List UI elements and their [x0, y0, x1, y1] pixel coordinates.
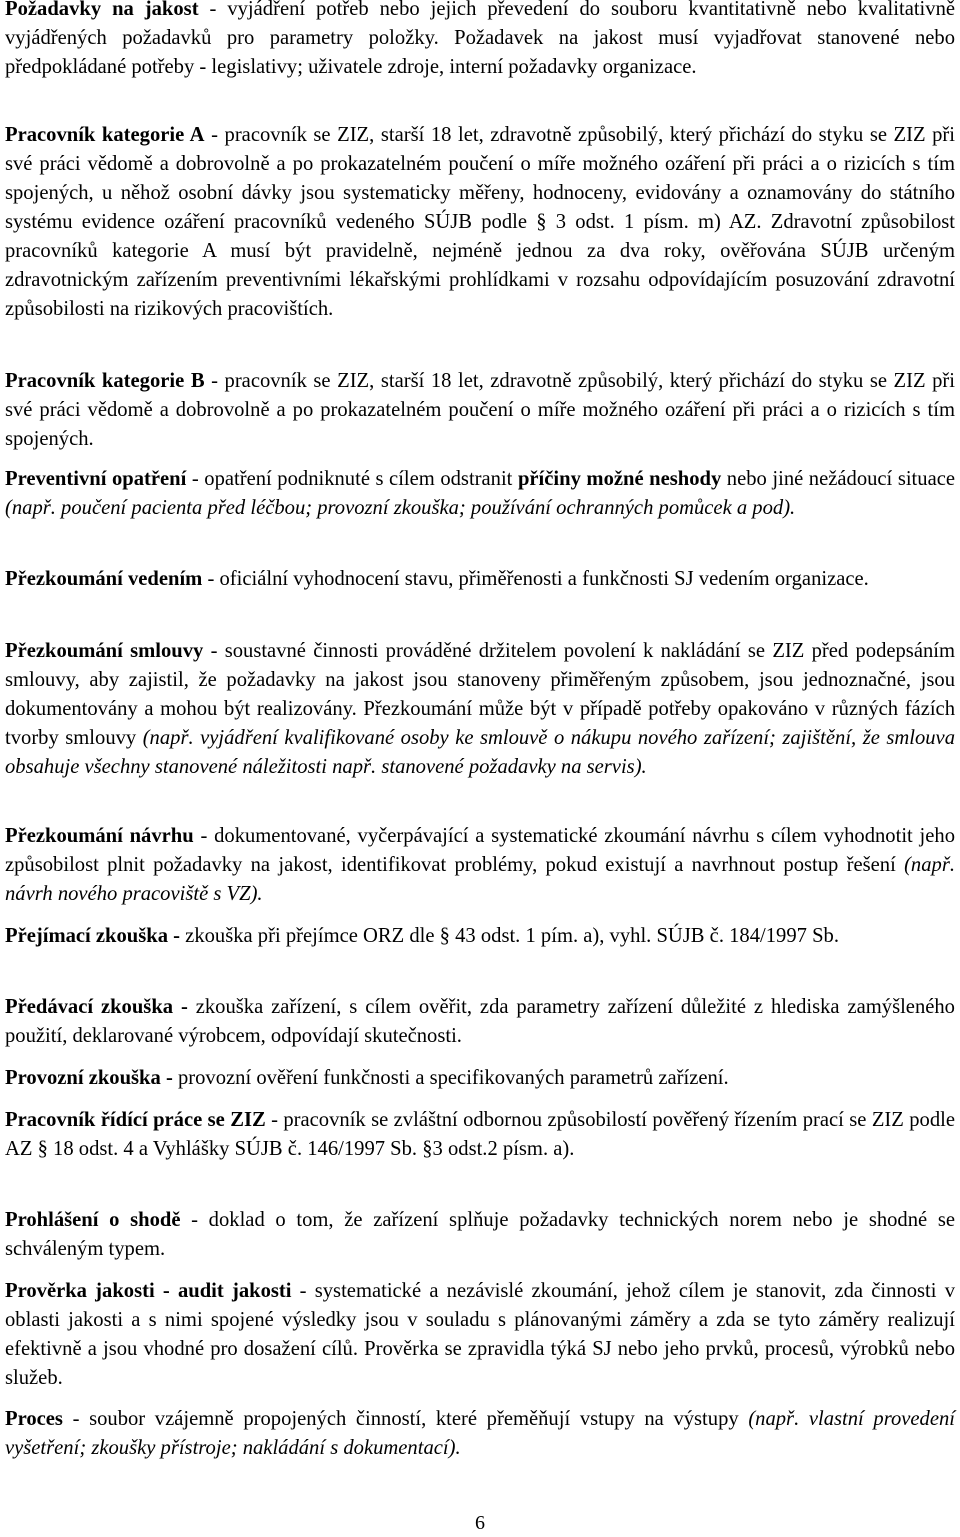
definition-predavaci-zkouska — [5, 993, 955, 1051]
definition-proverka-jakosti — [5, 1277, 955, 1393]
definition-text: - vyjádření potřeb nebo jejich převedení do souboru kvantitativně nebo kvalitativně vyjádřených požadavků pro parametry položky. Požadavek na jakost musí vyjadřovat stanovené nebo předpokládané potřeby - legislativy; uživatele zdroje, interní požadavky organizace. — [5, 0, 956, 78]
term: Přezkoumání smlouvy — [5, 640, 204, 662]
term: Prověrka jakosti - audit jakosti — [5, 1280, 292, 1302]
definition-text: - dokumentované, vyčerpávající a systematické zkoumání návrhu s cílem vyhodnotit jeho způsobilost plnit požadavky na jakost, identifikovat problémy, pokud existují a navrhnout postup řešení — [5, 825, 955, 876]
definition-provozni-zkouska — [5, 1064, 955, 1093]
definition-pozadavky-na-jakost — [5, 0, 955, 82]
definition-text-after: nebo jiné nežádoucí situace — [721, 468, 955, 490]
term: Přezkoumání návrhu — [5, 825, 194, 847]
term: Pracovník kategorie B — [5, 370, 205, 392]
definition-text: - soubor vzájemně propojených činností, které přeměňují vstupy na výstupy — [62, 1408, 749, 1430]
definition-prohlaseni-o-shode — [5, 1206, 955, 1264]
definition-text: - soustavné činnosti prováděné držitelem povolení k nakládání se ZIZ před podepsáním smlouvy, aby zajistil, že požadavky na jakost jsou stanoveny přiměřeným způsobem, jsou jednoznačné, jsou dokumentovány a mohou být realizovány. Přezkoumání může být v případě potřeby opakováno v různých fázích tvorby smlouvy — [5, 640, 955, 749]
definition-text: - opatření podniknuté s cílem odstranit — [186, 468, 518, 490]
term: Proces — [5, 1408, 63, 1430]
term: Provozní zkouška - — [5, 1067, 173, 1089]
example-text: (např. vyjádření kvalifikované osoby ke smlouvě o nákupu nového zařízení; zajištění, že smlouva obsahuje všechny stanovené náležitosti např. stanovené požadavky na servis). — [5, 727, 955, 778]
definition-text: - pracovník se ZIZ, starší 18 let, zdravotně způsobilý, který přichází do styku se ZIZ při své práci vědomě a dobrovolně a po prokazatelném poučení o míře možného ozáření při práci a o rizicích s tím spojených. — [5, 370, 955, 450]
term: Požadavky na jakost — [5, 0, 199, 20]
term: Přejímací zkouška - — [5, 925, 181, 947]
definition-text: - pracovník se zvláštní odbornou způsobilostí pověřený řízením prací se ZIZ podle AZ § 18 odst. 4 a Vyhlášky SÚJB č. 146/1997 Sb. §3 odst.2 písm. a). — [5, 1109, 955, 1160]
definition-text: provozní ověření funkčnosti a specifikovaných parametrů zařízení. — [172, 1067, 729, 1089]
definition-text: - systematické a nezávislé zkoumání, jehož cílem je stanovit, zda činnosti v oblasti jakosti a s nimi spojené výsledky jsou v souladu s plánovanými záměry a zda se tyto záměry realizují efektivně a jsou vhodné pro dosažení cílů. Prověrka se zpravidla týká SJ nebo jeho prvků, procesů, výrobků nebo služeb. — [5, 1280, 955, 1389]
term: Prohlášení o shodě — [5, 1209, 181, 1231]
term: Přezkoumání vedením — [5, 568, 203, 590]
definition-pracovnik-kategorie-b — [5, 367, 955, 454]
definition-prezkoumani-smlouvy — [5, 637, 955, 782]
definition-pracovnik-kategorie-a — [5, 121, 955, 324]
definition-text: - oficiální vyhodnocení stavu, přiměřenosti a funkčnosti SJ vedením organizace. — [202, 568, 869, 590]
term: Pracovník kategorie A — [5, 124, 205, 146]
emphasis-text: příčiny možné neshody — [517, 468, 722, 490]
definition-text: zkouška zařízení, s cílem ověřit, zda parametry zařízení důležité z hlediska zamýšleného použití, deklarované výrobcem, odpovídají skutečnosti. — [5, 996, 955, 1047]
example-text: (např. vlastní provedení vyšetření; zkoušky přístroje; nakládání s dokumentací). — [5, 1408, 955, 1459]
definition-pracovnik-ridici-prace — [5, 1106, 955, 1164]
definition-text: zkouška při přejímce ORZ dle § 43 odst. 1 pím. a), vyhl. SÚJB č. 184/1997 Sb. — [180, 925, 839, 947]
definition-proces — [5, 1405, 955, 1463]
definition-text: - doklad o tom, že zařízení splňuje požadavky technických norem nebo je shodné se schváleným typem. — [5, 1209, 955, 1260]
page-number: 6 — [475, 1512, 485, 1534]
term: Předávací zkouška - — [5, 996, 188, 1018]
term: Pracovník řídící práce se ZIZ — [5, 1109, 266, 1131]
definition-prejimaci-zkouska — [5, 922, 955, 951]
definition-text: - pracovník se ZIZ, starší 18 let, zdravotně způsobilý, který přichází do styku se ZIZ při své práci vědomě a dobrovolně a po prokazatelném poučení o míře možného ozáření při práci a o rizicích s tím spojených, u něhož osobní dávky jsou systematicky měřeny, hodnoceny, evidovány a oznamovány do státního systému evidence ozáření pracovníků vedeného SÚJB podle § 3 odst. 1 písm. m) AZ. Zdravotní způsobilost pracovníků kategorie A musí být pravidelně, nejméně jednou za dva roky, ověřována SÚJB určeným zdravotnickým zařízením preventivními lékařskými prohlídkami v rozsahu odpovídajícím posuzování zdravotní způsobilosti na rizikových pracovištích. — [5, 124, 955, 320]
term: Preventivní opatření — [5, 468, 187, 490]
definition-prezkoumani-navrhu — [5, 822, 955, 909]
example-text: (např. návrh nového pracoviště s VZ). — [5, 854, 955, 905]
example-text: (např. poučení pacienta před léčbou; provozní zkouška; používání ochranných pomůcek a pod). — [5, 497, 796, 519]
definition-preventivni-opatreni — [5, 465, 955, 523]
definition-prezkoumani-vedenim — [5, 565, 955, 594]
